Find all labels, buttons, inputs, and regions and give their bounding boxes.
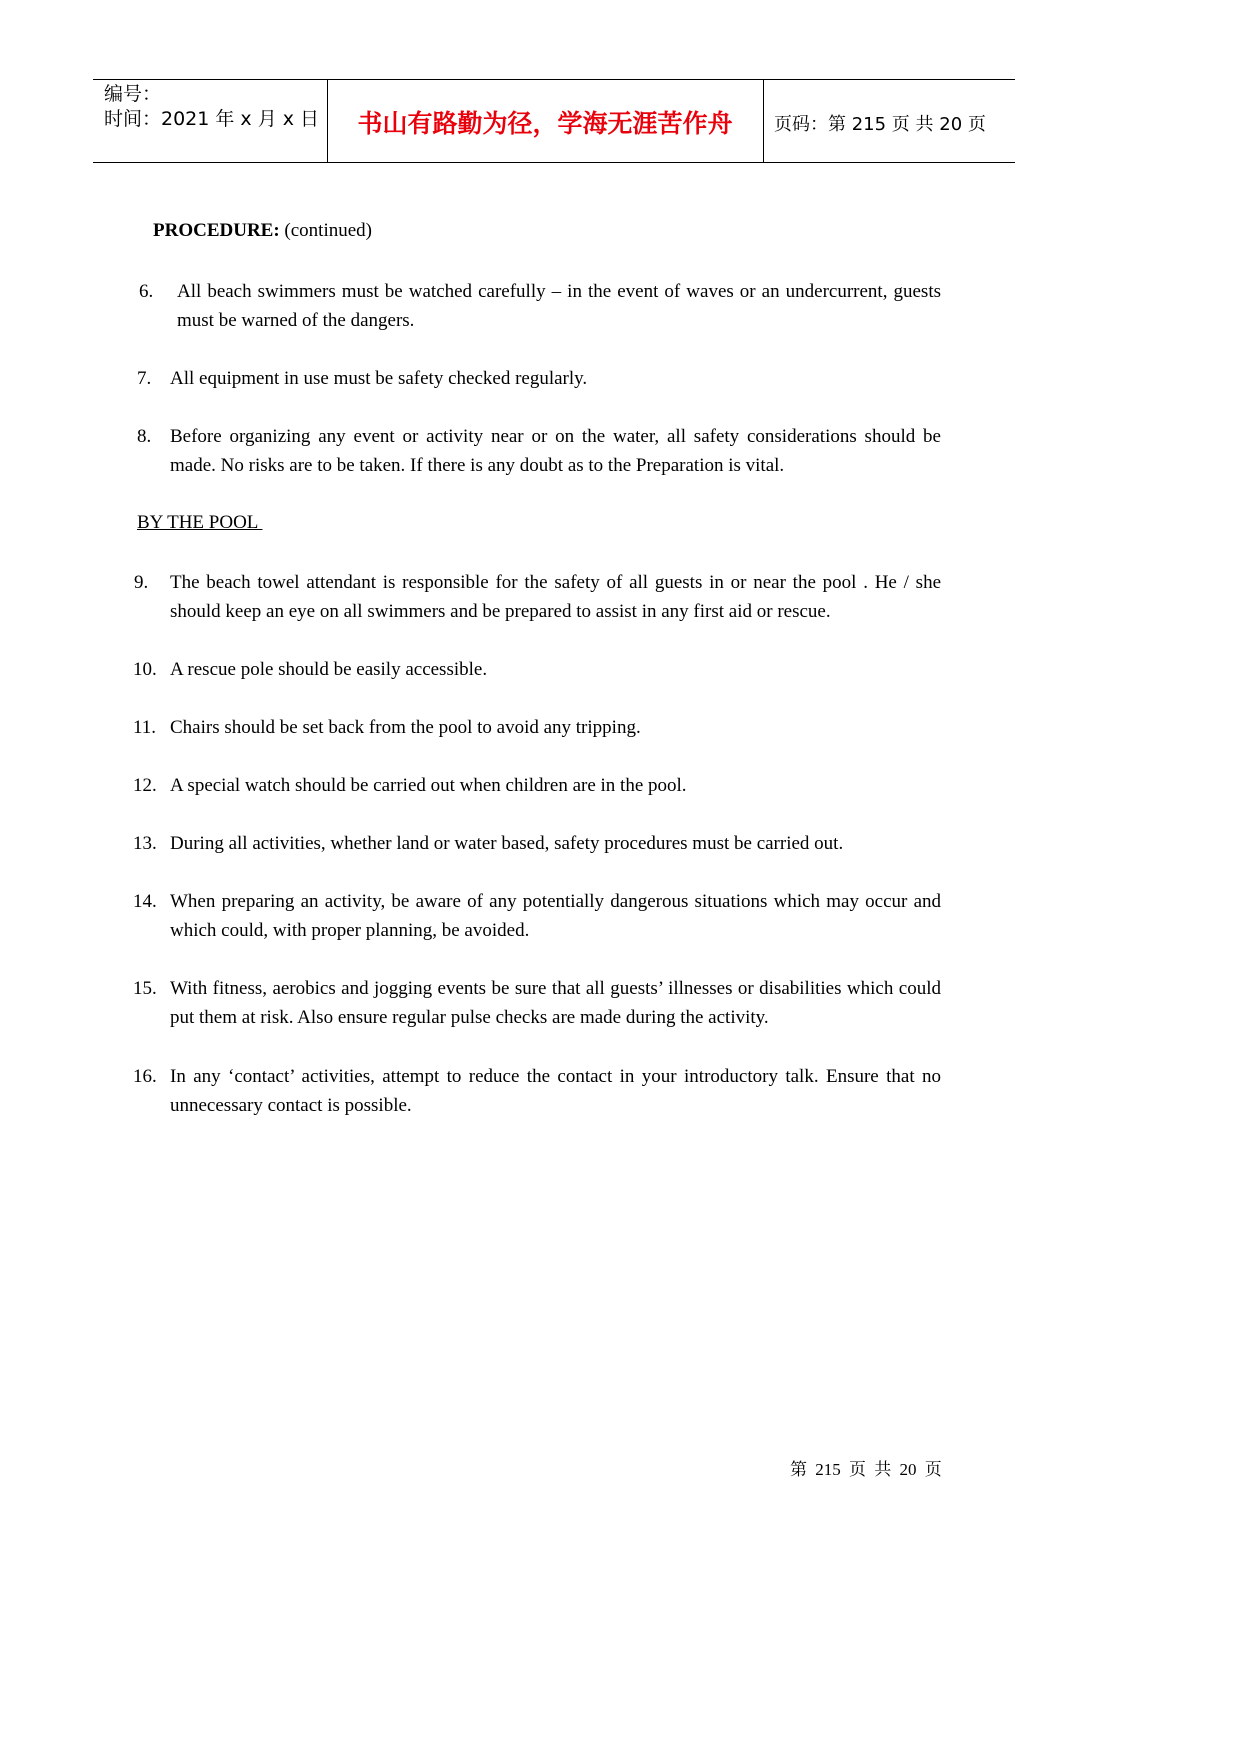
item-text: Before organizing any event or activity near or on the water, all safety considerations should be made. No risks are to be taken. If there is any doubt as to the Preparation is vital.	[170, 426, 941, 476]
header-meta	[104, 82, 319, 132]
header-top-rule	[93, 79, 1015, 80]
procedure-heading	[153, 220, 372, 242]
header-divider-right	[763, 79, 764, 163]
item-number: 6.	[139, 281, 154, 302]
item-number: 10.	[133, 659, 157, 680]
item-text: All beach swimmers must be watched carefully – in the event of waves or an undercurrent, guests must be warned of the dangers.	[177, 281, 941, 331]
item-number: 14.	[133, 891, 157, 912]
time-label: 时间：2021 年 x 月 x 日	[104, 108, 320, 130]
item-text: In any ‘contact’ activities, attempt to reduce the contact in your introductory talk. Ensure that no unnecessary contact is possible.	[170, 1066, 941, 1116]
item-number: 16.	[133, 1066, 157, 1087]
item-text: All equipment in use must be safety checked regularly.	[170, 368, 588, 389]
item-number: 13.	[133, 833, 157, 854]
item-text: A rescue pole should be easily accessible.	[170, 659, 488, 680]
procedure-suffix: (continued)	[279, 220, 372, 241]
code-label: 编号：	[104, 83, 162, 105]
header-page-info: 页码：第 215 页 共 20 页	[774, 114, 986, 135]
item-number: 8.	[137, 426, 152, 447]
item-number: 9.	[134, 572, 149, 593]
item-number: 7.	[137, 368, 152, 389]
item-text: The beach towel attendant is responsible for the safety of all guests in or near the pool . He / she should keep an eye on all swimmers and be prepared to assist in any first aid or rescue.	[170, 572, 941, 622]
header-bottom-rule	[93, 162, 1015, 163]
section-heading: BY THE POOL	[137, 512, 263, 533]
procedure-label: PROCEDURE:	[153, 220, 280, 241]
item-text: Chairs should be set back from the pool to avoid any tripping.	[170, 717, 641, 738]
item-number: 15.	[133, 978, 157, 999]
item-text: With fitness, aerobics and jogging events be sure that all guests’ illnesses or disabilities which could put them at risk. Also ensure regular pulse checks are made during the activity.	[170, 978, 941, 1028]
item-text: During all activities, whether land or water based, safety procedures must be carried out.	[170, 833, 844, 854]
item-text: A special watch should be carried out when children are in the pool.	[170, 775, 687, 796]
footer-page-number: 第 215 页 共 20 页	[790, 1460, 942, 1479]
item-number: 11.	[133, 717, 157, 738]
item-number: 12.	[133, 775, 157, 796]
item-text: When preparing an activity, be aware of any potentially dangerous situations which may occur and which could, with proper planning, be avoided.	[170, 891, 941, 941]
header-motto: 书山有路勤为径，学海无涯苦作舟	[357, 109, 733, 138]
